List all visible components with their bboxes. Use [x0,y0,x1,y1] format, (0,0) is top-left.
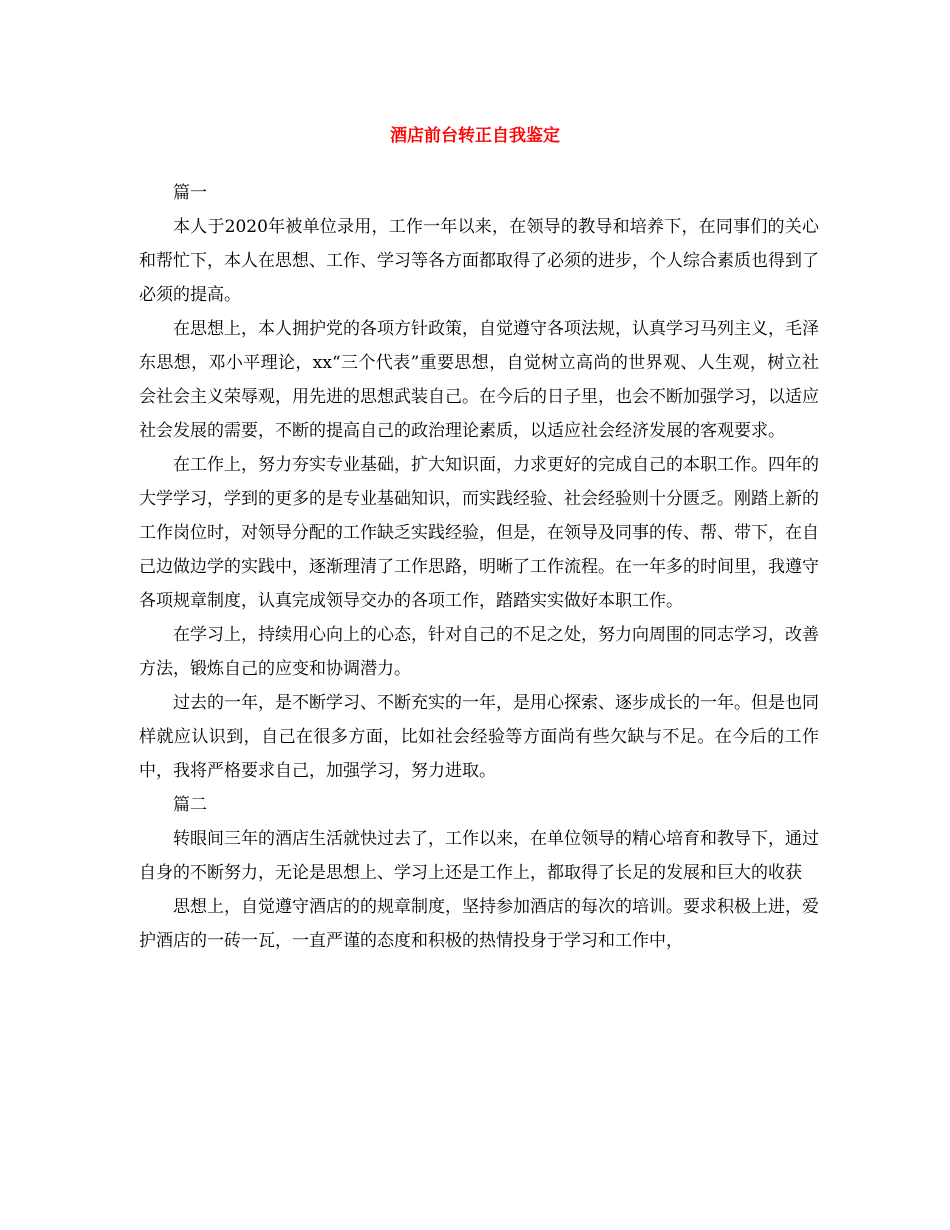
paragraph-part2-thought: 思想上，自觉遵守酒店的的规章制度，坚持参加酒店的每次的培训。要求积极上进，爱护酒店的一砖一瓦，一直严谨的态度和积极的热情投身于学习和工作中， [139,897,819,951]
paragraph-summary: 过去的一年，是不断学习、不断充实的一年，是用心探索、逐步成长的一年。但是也同样就应认识到，自己在很多方面，比如社会经验等方面尚有些欠缺与不足。在今后的工作中，我将严格要求自己，加强学习，努力进取。 [139,693,819,781]
section-heading-1: 篇一 [173,183,207,203]
section-heading-2: 篇二 [173,795,207,815]
document-title: 酒店前台转正自我鉴定 [390,126,560,146]
document-body [139,176,819,958]
paragraph-thought: 在思想上，本人拥护党的各项方针政策，自觉遵守各项法规，认真学习马列主义，毛泽东思想，邓小平理论，xx“三个代表”重要思想，自觉树立高尚的世界观、人生观，树立社会社会主义荣辱观，用先进的思想武装自己。在今后的日子里，也会不断加强学习，以适应社会发展的需要，不断的提高自己的政治理论素质，以适应社会经济发展的客观要求。 [139,319,819,441]
paragraph-study: 在学习上，持续用心向上的心态，针对自己的不足之处，努力向周围的同志学习，改善方法，锻炼自己的应变和协调潜力。 [139,625,819,679]
paragraph-part2-intro: 转眼间三年的酒店生活就快过去了，工作以来，在单位领导的精心培育和教导下，通过自身的不断努力，无论是思想上、学习上还是工作上，都取得了长足的发展和巨大的收获 [139,829,819,883]
paragraph-work: 在工作上，努力夯实专业基础，扩大知识面，力求更好的完成自己的本职工作。四年的大学学习，学到的更多的是专业基础知识，而实践经验、社会经验则十分匮乏。刚踏上新的工作岗位时，对领导分配的工作缺乏实践经验，但是，在领导及同事的传、帮、带下，在自己边做边学的实践中，逐渐理清了工作思路，明晰了工作流程。在一年多的时间里，我遵守各项规章制度，认真完成领导交办的各项工作，踏踏实实做好本职工作。 [139,455,819,611]
paragraph-intro: 本人于2020年被单位录用，工作一年以来，在领导的教导和培养下，在同事们的关心和帮忙下，本人在思想、工作、学习等各方面都取得了必须的进步，个人综合素质也得到了必须的提高。 [139,217,819,305]
